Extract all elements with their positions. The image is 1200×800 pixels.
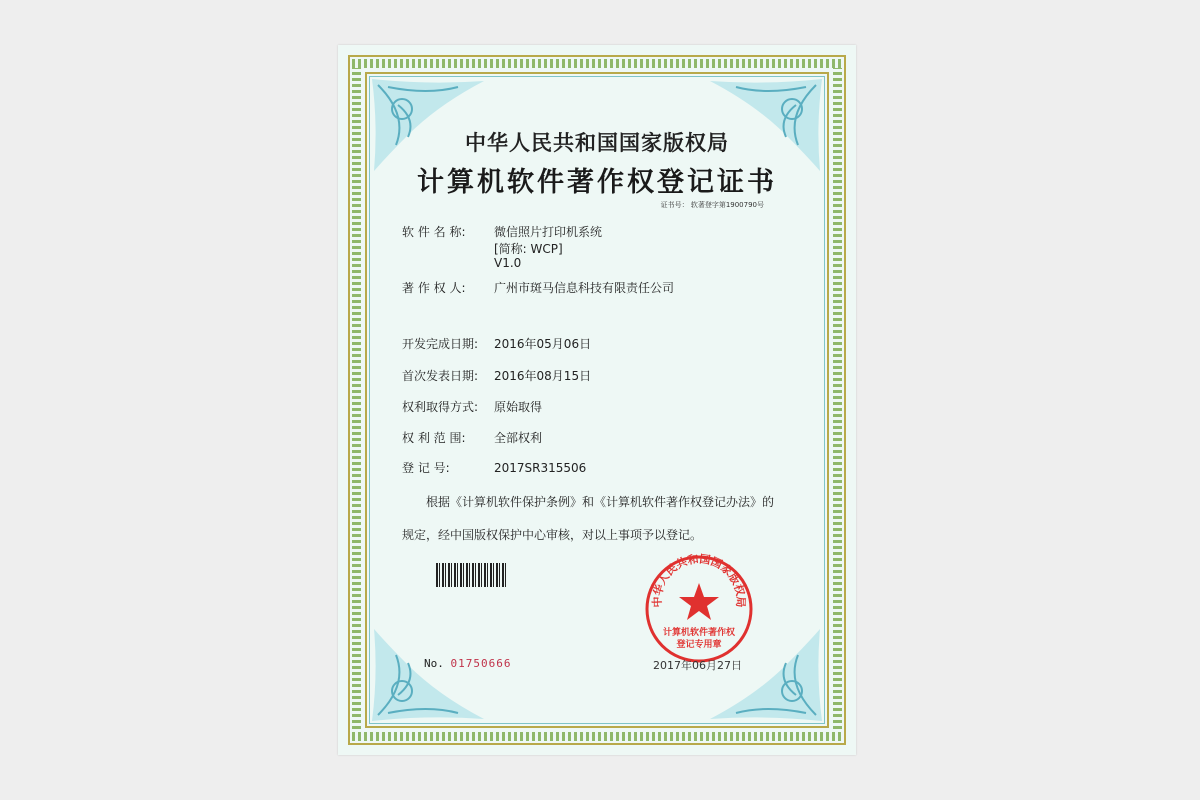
certificate [338,45,856,755]
software-version: V1.0 [494,256,522,270]
issuing-authority: 中华人民共和国国家版权局 [465,131,729,155]
corner-ornament-icon [368,625,488,725]
field-value: 2016年08月15日 [494,369,592,383]
official-seal-icon [643,553,755,665]
seal-inner-line-2: 登记专用章 [676,640,722,650]
field-copyright-owner [402,279,674,296]
field-registration-number [402,459,586,476]
field-rights-scope [402,429,542,446]
seal-outer-text: 中华人民共和国国家版权局 [650,553,748,608]
field-value: 原始取得 [494,400,543,414]
field-software-name [402,223,602,240]
field-label: 著 作 权 人: [402,281,466,295]
field-value: 全部权利 [494,431,543,445]
field-value: 广州市斑马信息科技有限责任公司 [494,281,675,295]
statement-line-2: 规定，经中国版权保护中心审核，对以上事项予以登记。 [402,528,703,542]
field-label: 开发完成日期: [402,337,479,351]
serial-number [424,657,511,670]
certificate-title: 计算机软件著作权登记证书 [417,167,777,198]
field-publication-date [402,367,591,384]
serial-prefix: No. [424,657,444,670]
field-label: 软 件 名 称: [402,225,466,239]
certificate-number: 证书号： 软著登字第1900790号 [660,201,764,209]
serial-value: 01750666 [450,657,512,670]
field-acquisition-method [402,398,542,415]
field-value: 2016年05月06日 [494,337,592,351]
seal-inner-line-1: 计算机软件著作权 [662,628,736,638]
field-value: 微信照片打印机系统 [494,225,603,239]
field-value: 2017SR315506 [494,461,587,475]
field-label: 权利取得方式: [402,400,479,414]
field-label: 权 利 范 围: [402,431,466,445]
barcode-icon [436,563,508,587]
statement-line-1: 根据《计算机软件保护条例》和《计算机软件著作权登记办法》的 [426,495,775,509]
field-label: 首次发表日期: [402,369,479,383]
field-label: 登 记 号: [402,461,450,475]
field-development-date [402,335,591,352]
software-short-name: [简称: WCP] [494,242,563,256]
issue-date: 2017年06月27日 [653,659,742,672]
